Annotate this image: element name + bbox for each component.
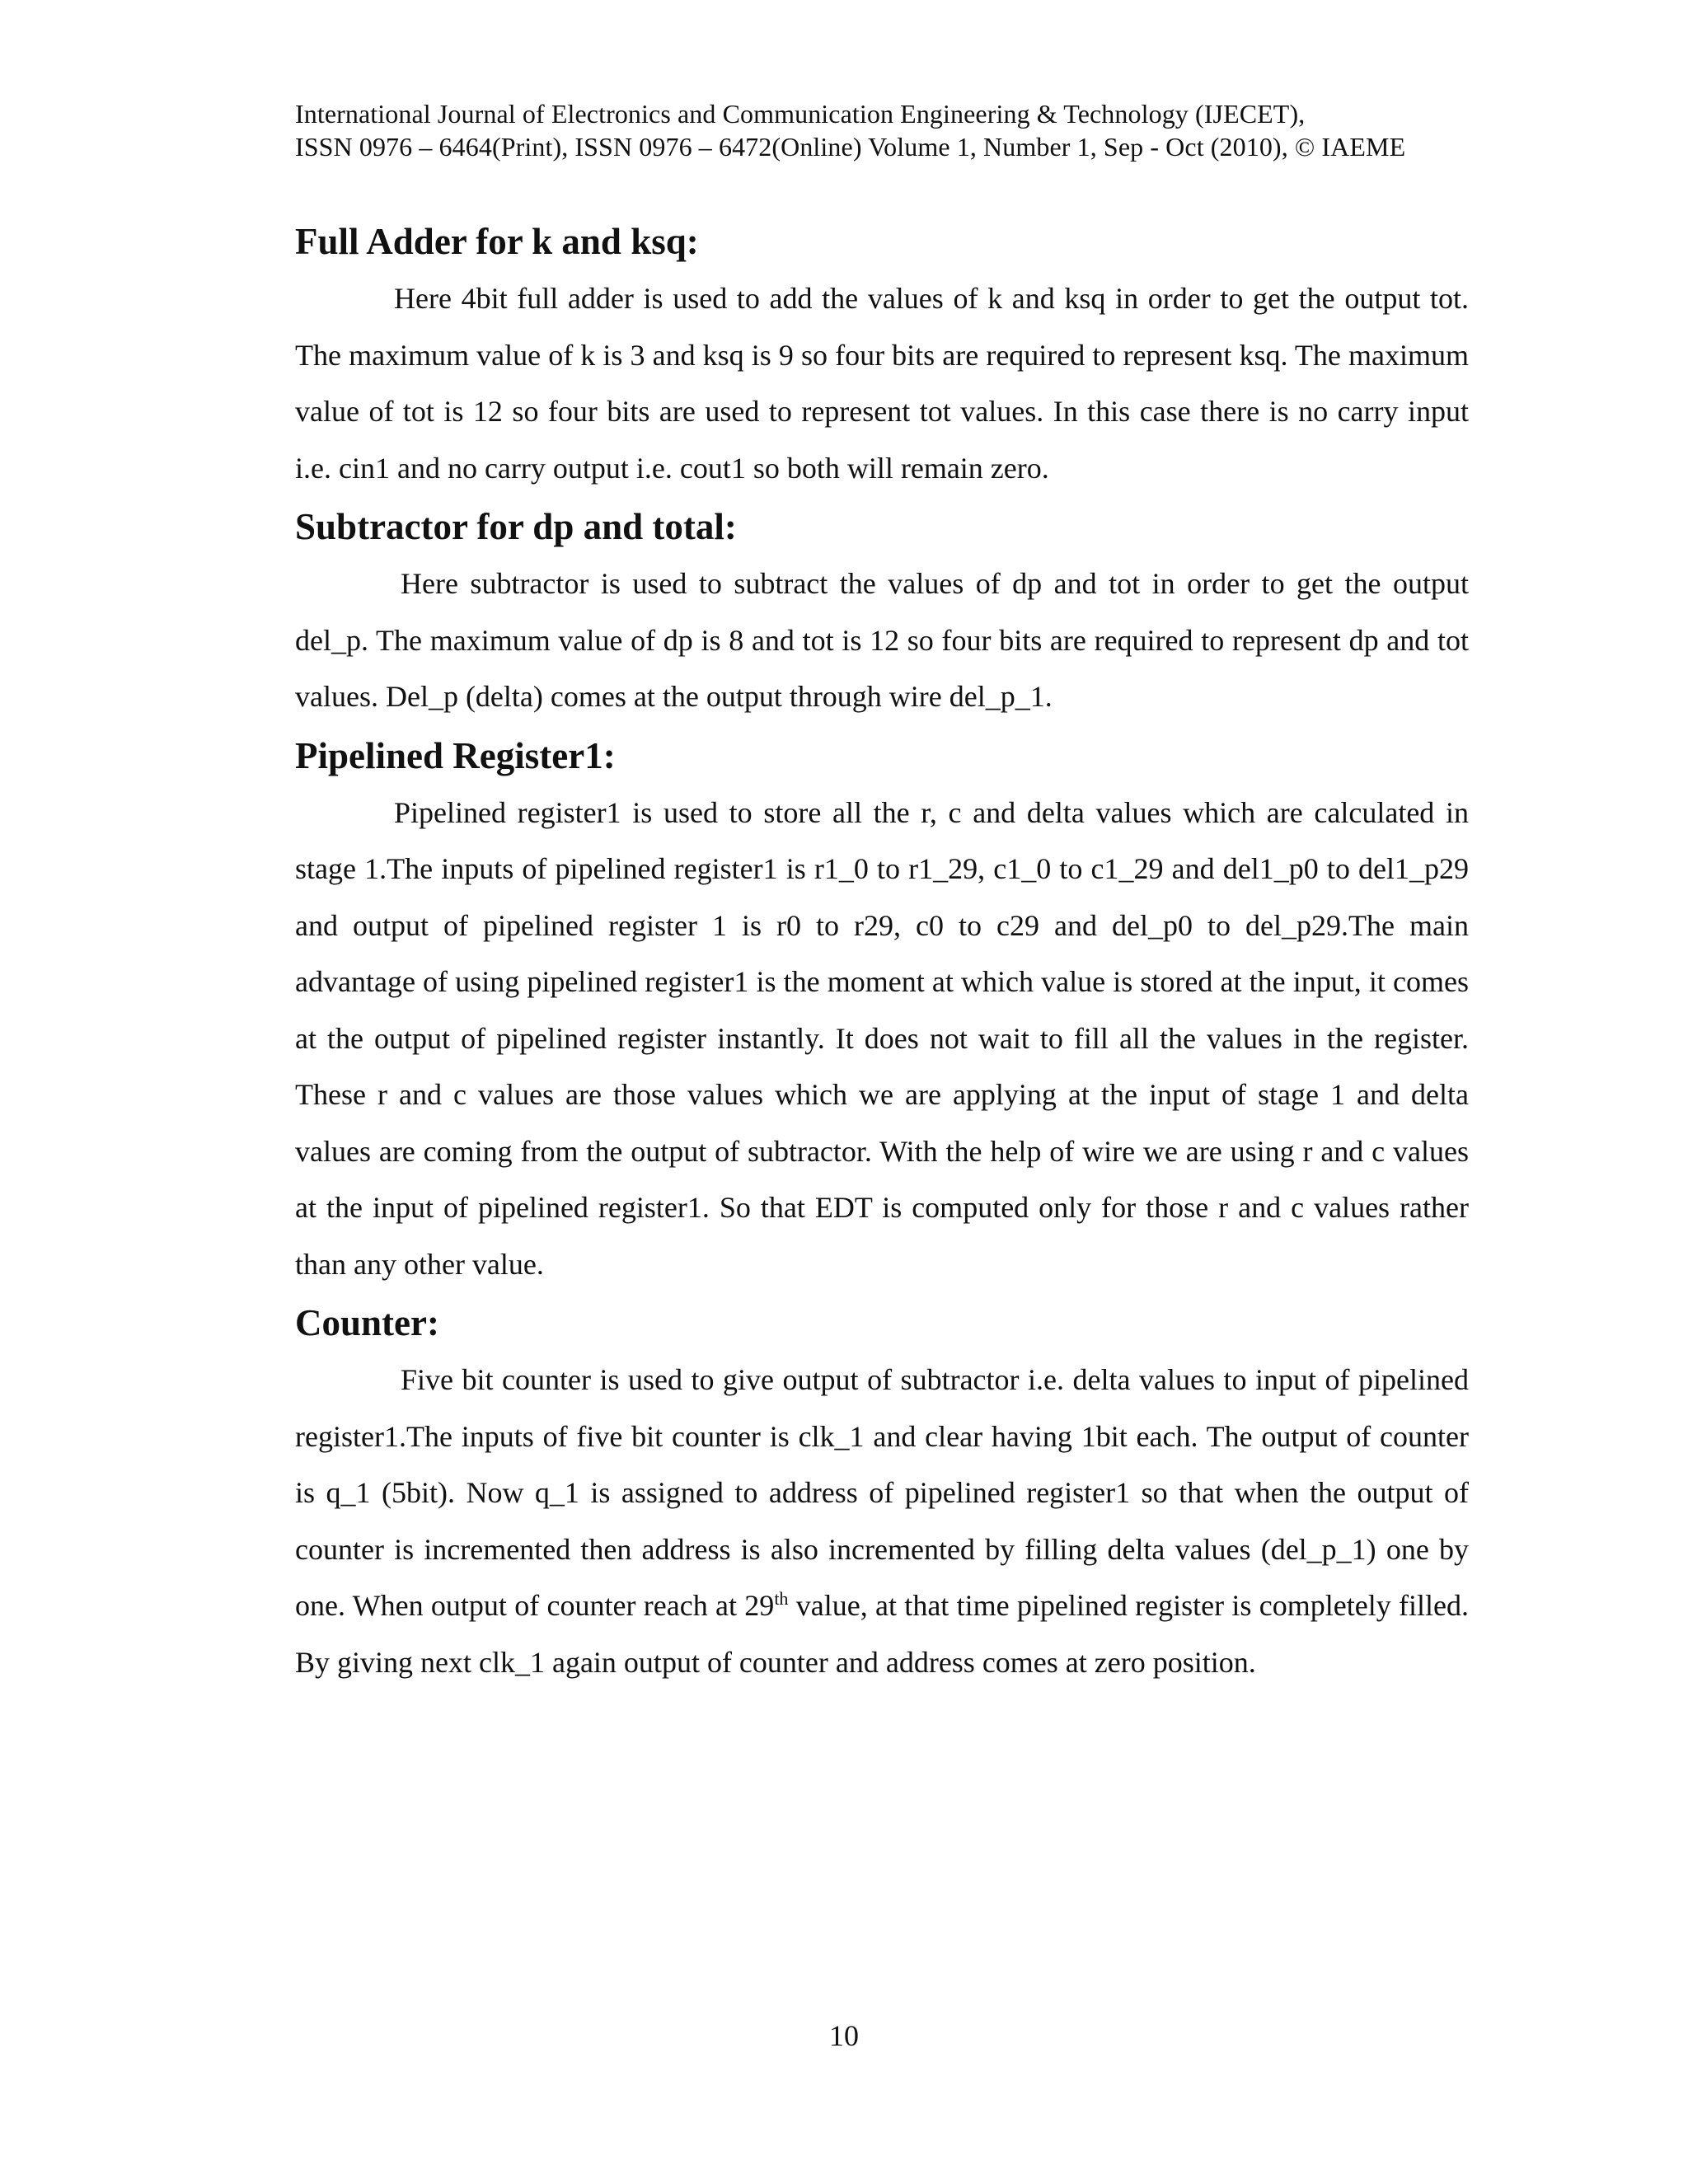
paragraph-counter-text-after: value, at that time pipelined register is completely filled. By giving next clk_1 again output of counter and address comes at zero position. — [295, 1589, 1469, 1679]
ordinal-superscript: th — [774, 1588, 789, 1609]
journal-header — [295, 97, 1482, 163]
section-heading-pipelined-register: Pipelined Register1: — [295, 734, 616, 776]
paragraph-pipelined-register: Pipelined register1 is used to store all the r, c and delta values which are calculated in stage 1.The inputs of pipelined register1 is r1_0 to r1_29, c1_0 to c1_29 and del1_p0 to del1_p29 and output of pipelined register 1 is r0 to r29, c0 to c29 and del_p0 to del_p29.The main advantage of using pipelined register1 is the moment at which value is stored at the input, it comes at the output of pipelined register instantly. It does not wait to fill all the values in the register. These r and c values are those values which we are applying at the input of stage 1 and delta values are coming from the output of subtractor. With the help of wire we are using r and c values at the input of pipelined register1. So that EDT is computed only for those r and c values rather than any other value. — [295, 795, 1469, 1281]
section-heading-full-adder: Full Adder for k and ksq: — [295, 221, 699, 262]
section-subtractor — [295, 501, 1469, 725]
section-counter — [295, 1297, 1469, 1690]
paragraph-counter — [295, 1352, 1469, 1690]
section-heading-subtractor: Subtractor for dp and total: — [295, 506, 737, 547]
section-pipelined-register — [295, 730, 1469, 1293]
section-full-adder — [295, 216, 1469, 496]
paragraph-full-adder: Here 4bit full adder is used to add the values of k and ksq in order to get the output tot. The maximum value of k is 3 and ksq is 9 so four bits are required to represent ksq. The maximum value of tot is 12 so four bits are used to represent tot values. In this case there is no carry input i.e. cin1 and no carry output i.e. cout1 so both will remain zero. — [295, 282, 1469, 485]
journal-header-title: International Journal of Electronics and Communication Engineering & Technology (IJECET), — [295, 99, 1306, 129]
journal-header-issn: ISSN 0976 – 6464(Print), ISSN 0976 – 6472(Online) Volume 1, Number 1, Sep - Oct (2010), © IAEME — [295, 132, 1406, 162]
paragraph-subtractor: Here subtractor is used to subtract the values of dp and tot in order to get the output del_p. The maximum value of dp is 8 and tot is 12 so four bits are required to represent dp and tot values. Del_p (delta) comes at the output through wire del_p_1. — [295, 567, 1469, 713]
section-heading-counter: Counter: — [295, 1302, 439, 1343]
article-body — [295, 216, 1469, 1695]
page-number: 10 — [829, 2019, 859, 2052]
paragraph-counter-text-before: Five bit counter is used to give output of subtractor i.e. delta values to input of pipelined register1.The inputs of five bit counter is clk_1 and clear having 1bit each. The output of counter is q_1 (5bit). Now q_1 is assigned to address of pipelined register1 so that when the output of counter is incremented then address is also incremented by filling delta values (del_p_1) one by one. When output of counter reach at 29 — [295, 1363, 1469, 1622]
